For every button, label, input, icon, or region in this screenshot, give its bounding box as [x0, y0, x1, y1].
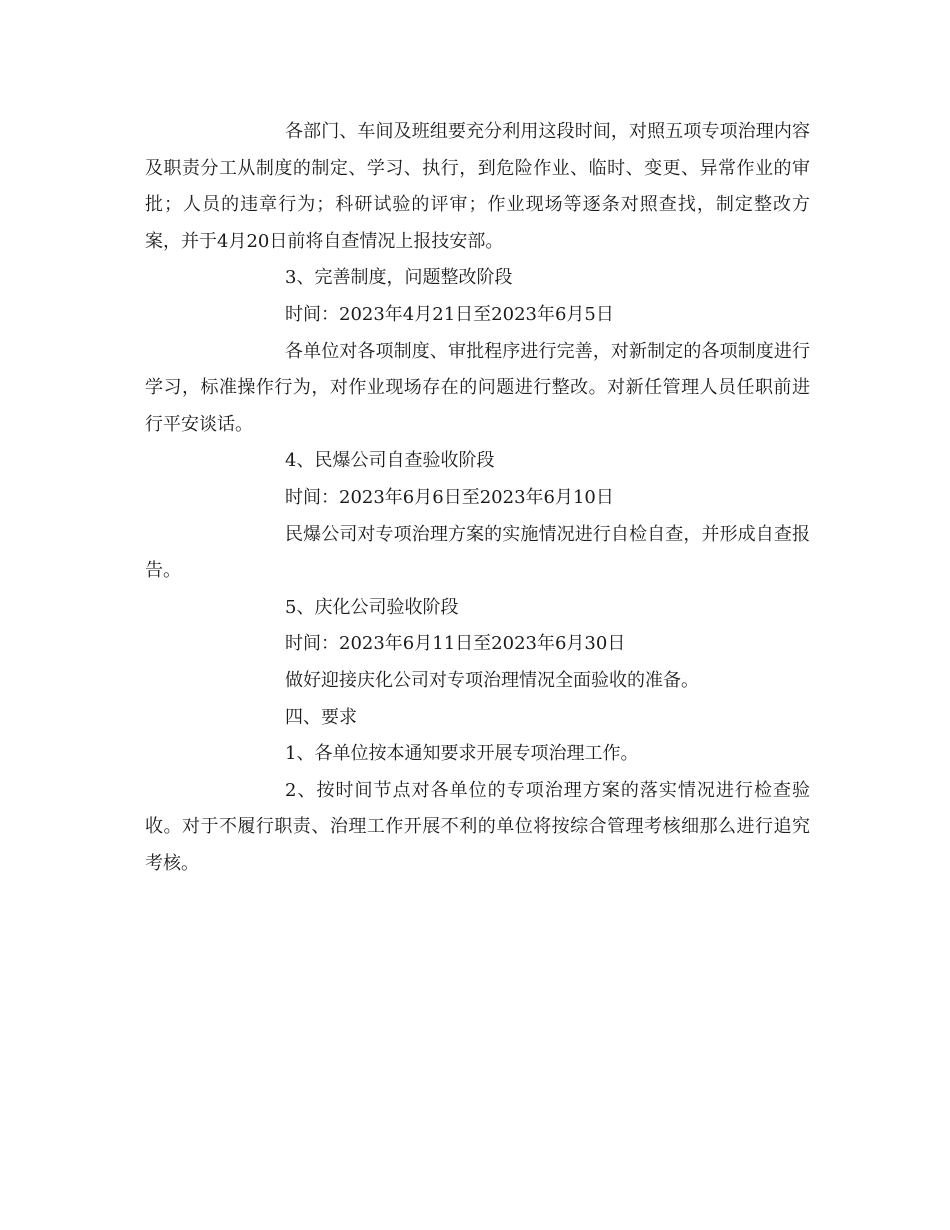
heading-stage-5: 5、庆化公司验收阶段 [285, 596, 459, 618]
paragraph-stage-4: 民爆公司对专项治理方案的实施情况进行自检自查，并形成自查报告。 [145, 523, 810, 582]
paragraph-stage-3: 各单位对各项制度、审批程序进行完善，对新制定的各项制度进行学习，标准操作行为，对作业现场存在的问题进行整改。对新任管理人员任职前进行平安谈话。 [145, 340, 810, 435]
stage-3-time: 时间：2023年4月21日至2023年6月5日 [285, 303, 614, 325]
stage-5-time: 时间：2023年6月11日至2023年6月30日 [285, 633, 626, 655]
document-body [145, 114, 810, 882]
requirement-1: 1、各单位按本通知要求开展专项治理工作。 [285, 743, 639, 765]
requirement-2: 2、按时间节点对各单位的专项治理方案的落实情况进行检查验收。对于不履行职责、治理工作开展不利的单位将按综合管理考核细那么进行追究考核。 [145, 779, 810, 874]
heading-stage-3: 3、完善制度，问题整改阶段 [285, 267, 513, 289]
paragraph-stage-5: 做好迎接庆化公司对专项治理情况全面验收的准备。 [285, 669, 699, 691]
heading-stage-4: 4、民爆公司自查验收阶段 [285, 450, 495, 472]
heading-requirements: 四、要求 [285, 706, 357, 728]
stage-4-time: 时间：2023年6月6日至2023年6月10日 [285, 486, 614, 508]
paragraph-self-inspection: 各部门、车间及班组要充分利用这段时间，对照五项专项治理内容及职责分工从制度的制定、学习、执行，到危险作业、临时、变更、异常作业的审批；人员的违章行为；科研试验的评审；作业现场等逐条对照查找，制定整改方案，并于4月20日前将自查情况上报技安部。 [145, 121, 810, 252]
